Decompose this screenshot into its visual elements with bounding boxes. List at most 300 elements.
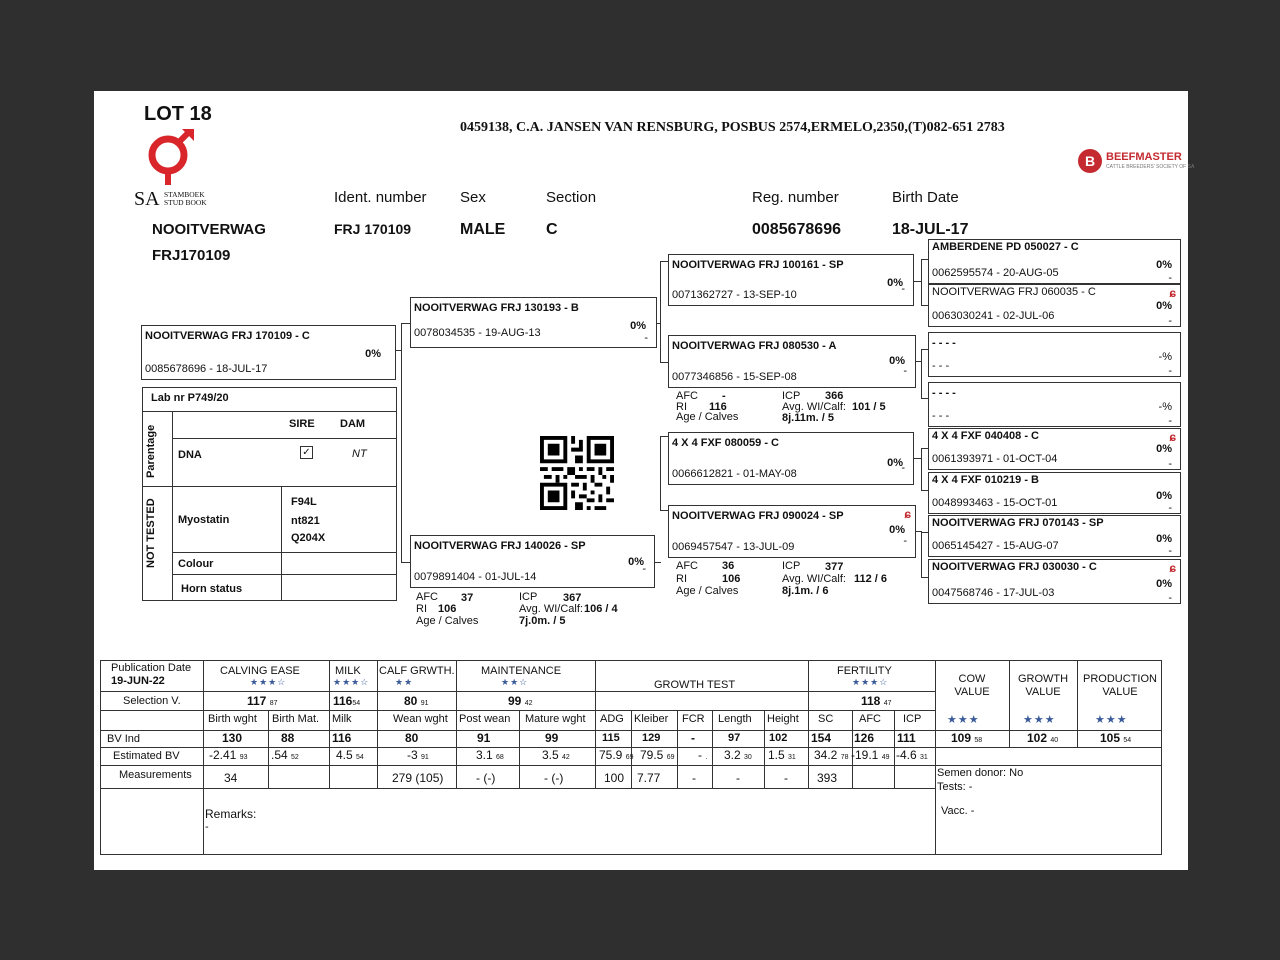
animal-ident: FRJ 170109 [334, 221, 412, 237]
sd-ri: 116 [709, 401, 727, 413]
remarks-value: - [205, 821, 209, 833]
connector [660, 362, 668, 363]
ebv-value: .54 [271, 748, 288, 762]
lot-number: LOT 18 [144, 103, 212, 125]
sel-calf-value: 80 [404, 694, 418, 708]
ebv-cell [336, 748, 364, 762]
g5-dash: - [1168, 458, 1172, 470]
group-growth-value: GROWTH VALUE [1017, 673, 1069, 698]
lab-horn-label: Horn status [181, 583, 243, 595]
rule [203, 661, 204, 854]
rule [172, 411, 173, 601]
ds-dash: - [901, 462, 905, 474]
rule [377, 661, 378, 788]
bv-mature-wght: 99 [545, 731, 559, 745]
beefmaster-logo-icon: B [1078, 149, 1102, 173]
sel-calf-acc: 91 [420, 700, 429, 707]
semen-donor: Semen donor: No [937, 767, 1024, 779]
connector [921, 398, 928, 399]
meas-height: - [784, 771, 788, 785]
ebv-value: 1.5 [768, 748, 785, 762]
dd-icp-label: ICP [782, 560, 801, 572]
sel-maint-value: 99 [508, 694, 522, 708]
sd-name: NOOITVERWAG FRJ 080530 - A [672, 340, 837, 352]
col-length: Length [718, 713, 752, 725]
meas-fcr: - [692, 771, 696, 785]
pedigree-dam-sire [668, 432, 914, 485]
g3-dash: - [1168, 365, 1172, 377]
label-sex: Sex [460, 189, 486, 206]
ebv-value: -4.6 [896, 748, 917, 762]
connector [660, 436, 661, 511]
dd-age-label: Age / Calves [676, 585, 739, 597]
g6-id: 0048993463 - 15-OCT-01 [932, 497, 1058, 509]
selection-label: Selection V. [123, 695, 181, 707]
col-adg: ADG [600, 713, 624, 725]
rule [329, 661, 330, 788]
logo-line-1: STAMBOEK [164, 190, 205, 199]
logo-line-2: STUD BOOK [164, 198, 207, 207]
connector [660, 510, 668, 511]
g1-name: AMBERDENE PD 050027 - C [932, 241, 1079, 253]
gv-stars: ★★★ [1023, 714, 1056, 726]
ebv-cell [814, 748, 849, 762]
ebv-accuracy: 69 [666, 754, 675, 761]
col-afc: AFC [859, 713, 881, 725]
dam-age-label: Age / Calves [416, 615, 479, 627]
lab-dam-header: DAM [340, 418, 366, 430]
ds-id: 0066612821 - 01-MAY-08 [672, 468, 797, 480]
bv-fcr: - [691, 731, 695, 745]
g3-name: - - - - [932, 337, 956, 349]
dam-icp-label: ICP [519, 591, 538, 603]
publication-date: 19-JUN-22 [111, 675, 165, 687]
group-calving: CALVING EASE [220, 665, 300, 677]
pedigree-g5 [928, 428, 1181, 470]
breeding-values-table [100, 660, 1162, 855]
col-height: Height [767, 713, 799, 725]
g3-pct: -% [1158, 351, 1172, 363]
ebv-accuracy: 68 [496, 754, 504, 761]
dam-wi-label: Avg. WI/Calf: [519, 603, 583, 615]
pedigree-g3 [928, 332, 1181, 377]
ss-dash: - [901, 283, 905, 295]
rule [808, 661, 809, 788]
pedigree-g2 [928, 284, 1181, 327]
dam-pct: 0% [628, 556, 644, 568]
studbook-logo-icon [144, 127, 196, 187]
g6-name: 4 X 4 FXF 010219 - B [932, 474, 1039, 486]
rule [1077, 661, 1078, 747]
group-milk: MILK [335, 665, 361, 677]
ebv-accuracy: 52 [291, 754, 299, 761]
sel-calving [247, 694, 278, 708]
meas-kleiber: 7.77 [637, 771, 661, 785]
ebv-accuracy: 42 [562, 754, 570, 761]
ebv-cell [271, 748, 299, 762]
g6-dash: - [1168, 502, 1172, 514]
sd-afc: - [722, 390, 726, 402]
brand-name: BEEFMASTER [1106, 151, 1182, 163]
self-name: NOOITVERWAG FRJ 170109 - C [145, 330, 310, 342]
g7-pct: 0% [1156, 533, 1172, 545]
myostatin-nt821: nt821 [291, 515, 320, 527]
rule [143, 411, 396, 412]
fert-stars: ★★★☆ [852, 677, 889, 687]
dd-pct: 0% [889, 524, 905, 536]
bv-adg: 115 [602, 732, 620, 744]
g7-id: 0065145427 - 15-AUG-07 [932, 540, 1059, 552]
sel-calving-value: 117 [247, 694, 267, 708]
g5-id: 0061393971 - 01-OCT-04 [932, 453, 1058, 465]
sel-maint-acc: 42 [524, 700, 533, 707]
dd-age: 8j.1m. / 6 [782, 585, 829, 597]
vaccinations: Vacc. - [941, 805, 975, 817]
sd-ri-label: RI [676, 401, 687, 413]
parentage-label: Parentage [145, 424, 157, 478]
dd-wi-label: Avg. WI/Calf: [782, 573, 846, 585]
dam-wi: 106 / 4 [584, 603, 618, 615]
lab-sire-header: SIRE [289, 418, 315, 430]
g2-dash: - [1168, 315, 1172, 327]
lab-number: Lab nr P749/20 [151, 392, 229, 404]
rule [1009, 661, 1010, 747]
ss-name: NOOITVERWAG FRJ 100161 - SP [672, 259, 844, 271]
label-section: Section [546, 189, 597, 206]
ebv-accuracy: 54 [356, 754, 364, 761]
g6-pct: 0% [1156, 490, 1172, 502]
qr-code[interactable] [539, 436, 615, 510]
animal-section: C [546, 221, 558, 238]
sd-wi: 101 / 5 [852, 401, 886, 413]
bv-icp: 111 [897, 731, 916, 745]
production-value [1100, 731, 1131, 745]
bv-birth-wght: 130 [222, 731, 243, 745]
pedigree-sire-sire [668, 254, 914, 306]
rule [172, 438, 396, 439]
connector [921, 349, 922, 399]
animal-code: FRJ170109 [152, 247, 231, 264]
rule [268, 710, 269, 788]
rule [281, 486, 282, 601]
g3-id: - - - [932, 360, 950, 372]
pv-stars: ★★★ [1095, 714, 1128, 726]
rule [456, 661, 457, 788]
meas-length: - [736, 771, 740, 785]
rule [101, 788, 935, 789]
tests: Tests: - [937, 781, 973, 793]
dd-id: 0069457547 - 13-JUL-09 [672, 541, 795, 553]
dd-afc-label: AFC [676, 560, 698, 572]
connector [921, 532, 928, 533]
col-mature-wght: Mature wght [525, 713, 586, 725]
meas-post-wean: - (-) [476, 771, 496, 785]
bv-afc: 126 [854, 731, 875, 745]
g2-pct: 0% [1156, 300, 1172, 312]
bv-kleiber: 129 [642, 732, 661, 744]
pedigree-g7 [928, 515, 1181, 557]
connector [921, 577, 928, 578]
growth-value [1027, 731, 1058, 745]
dd-dash: - [903, 535, 907, 547]
connector [921, 490, 928, 491]
pedigree-g6 [928, 472, 1181, 514]
ebv-value: 75.9 [599, 748, 623, 762]
connector [921, 448, 928, 449]
animal-birth: 18-JUL-17 [892, 221, 969, 238]
ebv-value: -2.41 [209, 748, 237, 762]
meas-sc: 393 [817, 771, 838, 785]
pedigree-certificate [94, 91, 1195, 870]
connector [401, 562, 410, 563]
group-production-value: PRODUCTION VALUE [1083, 673, 1157, 698]
meas-wean-wght: 279 (105) [392, 771, 444, 785]
dd-afc: 36 [722, 560, 735, 572]
sd-id: 0077346856 - 15-SEP-08 [672, 371, 797, 383]
connector [401, 323, 402, 563]
sd-afc-label: AFC [676, 390, 698, 402]
calf-stars: ★★ [395, 677, 414, 687]
bv-sc: 154 [811, 731, 832, 745]
group-calf-growth: CALF GRWTH. [379, 665, 455, 677]
ebv-value: 79.5 [640, 748, 664, 762]
g8-id: 0047568746 - 17-JUL-03 [932, 587, 1055, 599]
connector [921, 448, 922, 491]
ebv-cell [768, 748, 796, 762]
g4-id: - - - [932, 410, 950, 422]
sel-milk [333, 694, 360, 708]
registered-icon: ɕ [904, 507, 911, 521]
rule [172, 552, 396, 553]
ebv-value: 34.2 [814, 748, 838, 762]
dam-afc: 37 [461, 592, 474, 604]
myostatin-q204x: Q204X [291, 532, 326, 544]
meas-birth-wght: 34 [224, 771, 238, 785]
ds-name: 4 X 4 FXF 080059 - C [672, 437, 779, 449]
dna-sire-checkbox[interactable]: ✓ [300, 446, 313, 459]
publication-date-label: Publication Date [111, 662, 192, 674]
ebv-cell [724, 748, 752, 762]
col-kleiber: Kleiber [634, 713, 669, 725]
self-pct: 0% [365, 348, 381, 360]
rule [712, 710, 713, 788]
cow-value [951, 731, 982, 745]
col-fcr: FCR [682, 713, 705, 725]
sel-maint [508, 694, 533, 708]
dam-dash: - [642, 563, 646, 575]
lab-colour-label: Colour [178, 558, 214, 570]
connector [921, 532, 922, 578]
bv-post-wean: 91 [477, 731, 491, 745]
growth-value-acc: 40 [1050, 737, 1059, 744]
sd-wi-label: Avg. WI/Calf: [782, 401, 846, 413]
animal-reg: 0085678696 [752, 221, 841, 238]
sel-milk-value: 116 [333, 694, 353, 708]
sel-fert-value: 118 [861, 694, 881, 708]
connector [660, 261, 668, 262]
g2-name: NOOITVERWAG FRJ 060035 - C [932, 286, 1096, 298]
g1-dash: - [1168, 272, 1172, 284]
cow-stars: ★★★ [947, 714, 980, 726]
ebv-accuracy: 69 [625, 754, 634, 761]
label-reg: Reg. number [752, 189, 839, 206]
pedigree-dam-dam [668, 505, 916, 558]
connector [401, 323, 410, 324]
ebv-accuracy: . [705, 754, 708, 761]
ebv-accuracy: 31 [920, 754, 928, 761]
pedigree-dam [410, 535, 655, 588]
registered-icon: ɕ [1169, 286, 1176, 300]
animal-sex: MALE [460, 221, 506, 238]
dna-dam-value: NT [352, 448, 367, 460]
growth-value-number: 102 [1027, 731, 1048, 745]
sd-age-label: Age / Calves [676, 411, 739, 423]
g7-dash: - [1168, 545, 1172, 557]
connector [921, 259, 928, 260]
logo-sa: SA [134, 188, 160, 210]
meas-adg: 100 [604, 771, 625, 785]
ebv-accuracy: 93 [239, 754, 248, 761]
col-sc: SC [818, 713, 834, 725]
rule [143, 486, 396, 487]
sire-dash: - [644, 332, 648, 344]
ebv-accuracy: 30 [744, 754, 752, 761]
sel-milk-acc: 54 [352, 700, 361, 707]
rule [935, 661, 936, 854]
connector [921, 305, 928, 306]
pedigree-sire [410, 297, 657, 348]
ebv-value: - [698, 748, 702, 762]
g8-name: NOOITVERWAG FRJ 030030 - C [932, 561, 1097, 573]
g5-name: 4 X 4 FXF 040408 - C [932, 430, 1039, 442]
dam-age: 7j.0m. / 5 [519, 615, 566, 627]
meas-mature-wght: - (-) [544, 771, 564, 785]
connector [655, 562, 661, 563]
col-icp: ICP [903, 713, 922, 725]
pedigree-sire-dam [668, 335, 916, 388]
sd-pct: 0% [889, 355, 905, 367]
sd-age: 8j.11m. / 5 [782, 412, 834, 424]
sire-id: 0078034535 - 19-AUG-13 [414, 327, 541, 339]
lab-myostatin-label: Myostatin [178, 514, 230, 526]
bv-birth-mat: 88 [281, 731, 295, 745]
g5-pct: 0% [1156, 443, 1172, 455]
cow-value-number: 109 [951, 731, 972, 745]
ebv-cell [640, 748, 675, 762]
ebv-cell [542, 748, 570, 762]
col-wean-wght: Wean wght [393, 713, 448, 725]
rule [172, 574, 396, 575]
production-value-acc: 54 [1123, 737, 1132, 744]
cow-value-acc: 58 [974, 737, 983, 744]
ss-id: 0071362727 - 13-SEP-10 [672, 289, 797, 301]
ss-pct: 0% [887, 277, 903, 289]
rule [101, 691, 936, 692]
remarks-label: Remarks: [205, 807, 257, 821]
label-birth: Birth Date [892, 189, 959, 206]
brand-sub: CATTLE BREEDERS' SOCIETY OF SA [1106, 164, 1195, 170]
not-tested-label: NOT TESTED [145, 498, 157, 568]
lab-dna-label: DNA [178, 449, 202, 461]
calving-stars: ★★★☆ [250, 677, 287, 687]
dam-icp: 367 [563, 592, 582, 604]
rule [677, 710, 678, 788]
pedigree-g1 [928, 239, 1181, 284]
pedigree-g8 [928, 559, 1181, 604]
group-fertility: FERTILITY [837, 665, 892, 677]
dd-ri: 106 [722, 573, 741, 585]
ebv-value: 4.5 [336, 748, 353, 762]
animal-name: NOOITVERWAG [152, 221, 266, 238]
lab-table [142, 387, 397, 601]
ebv-accuracy: 31 [788, 754, 796, 761]
bv-milk: 116 [332, 731, 352, 745]
connector [921, 349, 928, 350]
sd-icp-label: ICP [782, 390, 801, 402]
ds-pct: 0% [887, 457, 903, 469]
g7-name: NOOITVERWAG FRJ 070143 - SP [932, 517, 1104, 529]
sire-name: NOOITVERWAG FRJ 130193 - B [414, 302, 579, 314]
rule [519, 710, 520, 788]
g4-pct: -% [1158, 401, 1172, 413]
logo-caption [164, 191, 207, 207]
maint-stars: ★★☆ [501, 677, 529, 687]
registered-icon: ɕ [1169, 430, 1176, 444]
milk-stars: ★★★☆ [333, 677, 370, 687]
col-post-wean: Post wean [459, 713, 511, 725]
label-ident: Ident. number [334, 189, 427, 206]
ebv-cell [851, 748, 890, 762]
connector [921, 259, 922, 306]
dd-wi: 112 / 6 [854, 573, 888, 585]
col-birth-wght: Birth wght [208, 713, 257, 725]
rule [764, 710, 765, 788]
col-milk: Milk [332, 713, 352, 725]
g2-id: 0063030241 - 02-JUL-06 [932, 310, 1055, 322]
sel-fert [861, 694, 892, 708]
sel-calf [404, 694, 429, 708]
dam-afc-label: AFC [416, 591, 438, 603]
sd-icp: 366 [825, 390, 844, 402]
myostatin-f94l: F94L [291, 496, 317, 508]
group-maintenance: MAINTENANCE [481, 665, 562, 677]
production-value-number: 105 [1100, 731, 1121, 745]
ebv-value: -3 [407, 748, 418, 762]
col-birth-mat: Birth Mat. [272, 713, 320, 725]
dd-icp: 377 [825, 561, 844, 573]
dam-ri: 106 [438, 603, 457, 615]
ebv-cell [407, 748, 429, 762]
ebv-cell [896, 748, 928, 762]
ebv-value: 3.5 [542, 748, 559, 762]
pedigree-self [141, 325, 396, 380]
connector [660, 436, 668, 437]
bv-ind-label: BV Ind [107, 733, 141, 745]
group-growth-test: GROWTH TEST [654, 679, 736, 691]
est-bv-label: Estimated BV [113, 750, 180, 762]
ebv-cell [698, 748, 707, 762]
sel-fert-acc: 47 [883, 700, 892, 707]
g8-pct: 0% [1156, 578, 1172, 590]
ebv-accuracy: 49 [881, 754, 890, 761]
g1-pct: 0% [1156, 259, 1172, 271]
connector [660, 261, 661, 363]
measurements-label: Measurements [119, 769, 192, 781]
bv-length: 97 [728, 732, 741, 744]
sd-dash: - [903, 365, 907, 377]
registered-icon: ɕ [1169, 561, 1176, 575]
owner-details: 0459138, C.A. JANSEN VAN RENSBURG, POSBUS 2574,ERMELO,2350,(T)082-651 2783 [460, 120, 1005, 135]
